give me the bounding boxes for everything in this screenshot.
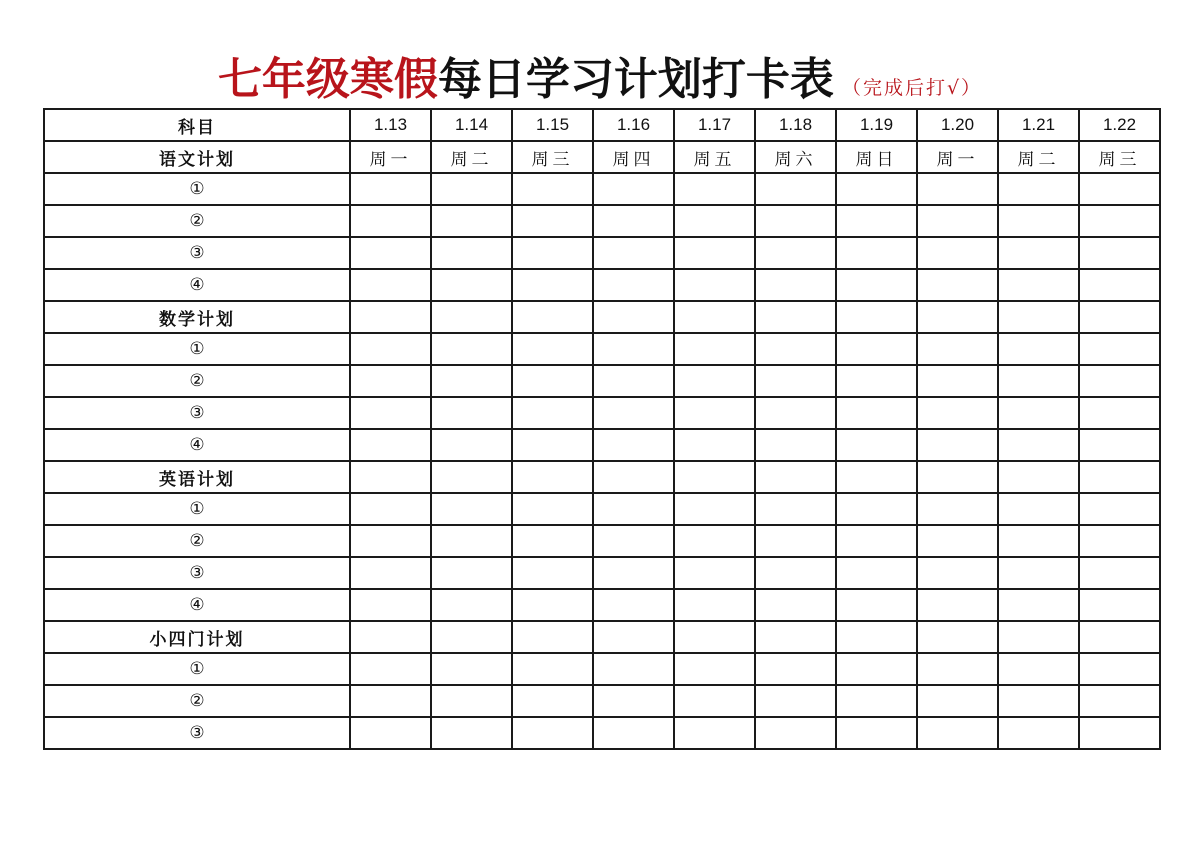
checkin-cell[interactable]: [998, 365, 1079, 397]
checkin-cell[interactable]: [998, 493, 1079, 525]
checkin-cell[interactable]: [755, 525, 836, 557]
checkin-cell[interactable]: [674, 397, 755, 429]
table-row: [44, 493, 1160, 525]
checkin-cell[interactable]: [998, 461, 1079, 493]
title-black-part: 每日学习计划打卡表: [437, 54, 834, 105]
checkin-cell[interactable]: [755, 429, 836, 461]
checkin-cell[interactable]: [836, 653, 917, 685]
checkin-cell[interactable]: [350, 461, 431, 493]
checkin-cell[interactable]: [674, 365, 755, 397]
checkin-cell[interactable]: [1079, 589, 1160, 621]
checkin-cell[interactable]: [512, 589, 593, 621]
checkin-cell[interactable]: [593, 205, 674, 237]
checkin-cell[interactable]: [917, 429, 998, 461]
checkin-cell[interactable]: [431, 237, 512, 269]
table-row: [44, 685, 1160, 717]
checkin-cell[interactable]: [431, 685, 512, 717]
checkin-cell[interactable]: [674, 621, 755, 653]
checkin-cell[interactable]: [431, 557, 512, 589]
checkin-cell[interactable]: [431, 397, 512, 429]
plan-item-label[interactable]: ①: [44, 653, 350, 685]
plan-item-label[interactable]: ③: [44, 717, 350, 749]
checkin-cell[interactable]: [1079, 237, 1160, 269]
plan-item-label[interactable]: ②: [44, 365, 350, 397]
checkin-cell[interactable]: [512, 205, 593, 237]
checkin-cell[interactable]: [917, 493, 998, 525]
checkin-cell[interactable]: [836, 461, 917, 493]
checkin-table: [43, 108, 1161, 750]
checkin-cell[interactable]: [350, 717, 431, 749]
date-cell: 1.18: [755, 109, 836, 141]
checkin-cell[interactable]: [755, 557, 836, 589]
checkin-cell[interactable]: [836, 557, 917, 589]
checkin-cell[interactable]: [593, 717, 674, 749]
checkin-cell[interactable]: [1079, 493, 1160, 525]
checkin-cell[interactable]: [917, 333, 998, 365]
checkin-cell[interactable]: [350, 397, 431, 429]
table-row: [44, 717, 1160, 749]
checkin-cell[interactable]: [836, 493, 917, 525]
checkin-cell[interactable]: [917, 237, 998, 269]
checkin-cell[interactable]: [512, 685, 593, 717]
checkin-cell[interactable]: [431, 493, 512, 525]
checkin-cell[interactable]: [350, 365, 431, 397]
plan-item-label[interactable]: ①: [44, 333, 350, 365]
date-cell: 1.15: [512, 109, 593, 141]
checkin-cell[interactable]: [836, 237, 917, 269]
weekday-cell: 周三: [1079, 141, 1160, 173]
checkin-cell[interactable]: [512, 525, 593, 557]
checkin-cell[interactable]: [998, 685, 1079, 717]
checkin-cell[interactable]: [350, 589, 431, 621]
table-row: [44, 525, 1160, 557]
checkin-cell[interactable]: [431, 589, 512, 621]
checkin-cell[interactable]: [998, 301, 1079, 333]
checkin-cell[interactable]: [431, 173, 512, 205]
checkin-cell[interactable]: [1079, 429, 1160, 461]
checkin-cell[interactable]: [998, 589, 1079, 621]
checkin-cell[interactable]: [431, 205, 512, 237]
checkin-cell[interactable]: [1079, 525, 1160, 557]
checkin-cell[interactable]: [1079, 205, 1160, 237]
checkin-cell[interactable]: [836, 269, 917, 301]
weekday-header-row: [44, 141, 1160, 173]
checkin-cell[interactable]: [350, 205, 431, 237]
section-title: 小四门计划: [44, 621, 350, 653]
checkin-cell[interactable]: [350, 653, 431, 685]
checkin-cell[interactable]: [593, 653, 674, 685]
checkin-cell[interactable]: [1079, 173, 1160, 205]
checkin-cell[interactable]: [998, 717, 1079, 749]
checkin-cell[interactable]: [593, 365, 674, 397]
plan-item-label[interactable]: ①: [44, 173, 350, 205]
checkin-cell[interactable]: [998, 333, 1079, 365]
plan-item-label[interactable]: ③: [44, 397, 350, 429]
checkin-cell[interactable]: [512, 173, 593, 205]
checkin-cell[interactable]: [917, 557, 998, 589]
checkin-cell[interactable]: [512, 237, 593, 269]
checkin-cell[interactable]: [350, 173, 431, 205]
checkin-cell[interactable]: [512, 429, 593, 461]
checkin-cell[interactable]: [674, 685, 755, 717]
checkin-cell[interactable]: [836, 333, 917, 365]
table-row: [44, 173, 1160, 205]
checkin-cell[interactable]: [350, 301, 431, 333]
checkin-cell[interactable]: [1079, 461, 1160, 493]
weekday-cell: 周二: [431, 141, 512, 173]
checkin-cell[interactable]: [998, 621, 1079, 653]
checkin-cell[interactable]: [755, 301, 836, 333]
checkin-cell[interactable]: [1079, 397, 1160, 429]
section-title: 英语计划: [44, 461, 350, 493]
weekday-cell: 周五: [674, 141, 755, 173]
checkin-cell[interactable]: [917, 173, 998, 205]
checkin-cell[interactable]: [350, 237, 431, 269]
plan-item-label[interactable]: ③: [44, 557, 350, 589]
weekday-cell: 周日: [836, 141, 917, 173]
table-row: [44, 205, 1160, 237]
checkin-cell[interactable]: [593, 333, 674, 365]
checkin-cell[interactable]: [674, 493, 755, 525]
plan-item-label[interactable]: ①: [44, 493, 350, 525]
checkin-cell[interactable]: [512, 621, 593, 653]
checkin-cell[interactable]: [674, 205, 755, 237]
date-cell: 1.20: [917, 109, 998, 141]
checkin-cell[interactable]: [512, 717, 593, 749]
checkin-cell[interactable]: [917, 685, 998, 717]
date-cell: 1.17: [674, 109, 755, 141]
checkin-cell[interactable]: [512, 397, 593, 429]
weekday-cell: 周四: [593, 141, 674, 173]
weekday-cell: 周六: [755, 141, 836, 173]
checkin-cell[interactable]: [593, 461, 674, 493]
checkin-cell[interactable]: [755, 333, 836, 365]
checkin-cell[interactable]: [755, 173, 836, 205]
checkin-cell[interactable]: [755, 621, 836, 653]
title-red-part: 七年级寒假: [217, 54, 438, 105]
table-row: [44, 653, 1160, 685]
checkin-cell[interactable]: [998, 429, 1079, 461]
checkin-cell[interactable]: [755, 237, 836, 269]
weekday-cell: 周一: [350, 141, 431, 173]
checkin-cell[interactable]: [998, 237, 1079, 269]
checkin-cell[interactable]: [350, 493, 431, 525]
checkin-cell[interactable]: [917, 653, 998, 685]
checkin-cell[interactable]: [350, 685, 431, 717]
checkin-cell[interactable]: [917, 525, 998, 557]
checkin-cell[interactable]: [512, 269, 593, 301]
checkin-cell[interactable]: [674, 525, 755, 557]
date-cell: 1.16: [593, 109, 674, 141]
checkin-cell[interactable]: [512, 365, 593, 397]
checkin-cell[interactable]: [836, 365, 917, 397]
checkin-cell[interactable]: [431, 429, 512, 461]
checkin-cell[interactable]: [1079, 717, 1160, 749]
checkin-cell[interactable]: [593, 685, 674, 717]
table-row: [44, 365, 1160, 397]
checkin-cell[interactable]: [350, 557, 431, 589]
checkin-cell[interactable]: [512, 461, 593, 493]
checkin-cell[interactable]: [917, 717, 998, 749]
checkin-cell[interactable]: [431, 653, 512, 685]
weekday-cell: 周一: [917, 141, 998, 173]
checkin-cell[interactable]: [593, 429, 674, 461]
checkin-cell[interactable]: [998, 397, 1079, 429]
checkin-cell[interactable]: [350, 269, 431, 301]
table-row: [44, 237, 1160, 269]
checkin-cell[interactable]: [998, 525, 1079, 557]
table-row: [44, 557, 1160, 589]
page-title: [0, 52, 1200, 108]
checkin-cell[interactable]: [593, 301, 674, 333]
plan-item-label[interactable]: ②: [44, 525, 350, 557]
plan-item-label[interactable]: ②: [44, 685, 350, 717]
checkin-cell[interactable]: [593, 525, 674, 557]
checkin-cell[interactable]: [431, 461, 512, 493]
checkin-cell[interactable]: [755, 653, 836, 685]
checkin-cell[interactable]: [755, 205, 836, 237]
checkin-cell[interactable]: [674, 461, 755, 493]
checkin-cell[interactable]: [431, 301, 512, 333]
table-row: [44, 397, 1160, 429]
table-row: [44, 333, 1160, 365]
checkin-cell[interactable]: [512, 557, 593, 589]
checkin-cell[interactable]: [917, 269, 998, 301]
checkin-cell[interactable]: [755, 685, 836, 717]
checkin-cell[interactable]: [674, 301, 755, 333]
checkin-cell[interactable]: [350, 333, 431, 365]
table-row: [44, 429, 1160, 461]
checkin-cell[interactable]: [350, 429, 431, 461]
checkin-cell[interactable]: [431, 365, 512, 397]
checkin-cell[interactable]: [674, 269, 755, 301]
checkin-cell[interactable]: [593, 493, 674, 525]
checkin-cell[interactable]: [674, 173, 755, 205]
checkin-cell[interactable]: [1079, 621, 1160, 653]
checkin-cell[interactable]: [836, 397, 917, 429]
checkin-cell[interactable]: [674, 653, 755, 685]
checkin-cell[interactable]: [917, 365, 998, 397]
checkin-cell[interactable]: [998, 653, 1079, 685]
checkin-cell[interactable]: [917, 621, 998, 653]
checkin-cell[interactable]: [836, 717, 917, 749]
checkin-cell[interactable]: [836, 621, 917, 653]
date-cell: 1.13: [350, 109, 431, 141]
checkin-cell[interactable]: [755, 493, 836, 525]
checkin-cell[interactable]: [593, 173, 674, 205]
checkin-cell[interactable]: [917, 397, 998, 429]
checkin-cell[interactable]: [431, 621, 512, 653]
checkin-cell[interactable]: [1079, 269, 1160, 301]
section-title-row: [44, 621, 1160, 653]
checkin-cell[interactable]: [431, 269, 512, 301]
weekday-cell: 周三: [512, 141, 593, 173]
checkin-cell[interactable]: [512, 493, 593, 525]
checkin-cell[interactable]: [998, 173, 1079, 205]
checkin-cell[interactable]: [674, 429, 755, 461]
plan-item-label[interactable]: ④: [44, 589, 350, 621]
checkin-cell[interactable]: [593, 237, 674, 269]
checkin-cell[interactable]: [836, 685, 917, 717]
checkin-cell[interactable]: [998, 269, 1079, 301]
checkin-cell[interactable]: [674, 557, 755, 589]
checkin-cell[interactable]: [593, 589, 674, 621]
section-title-row: [44, 301, 1160, 333]
date-cell: 1.21: [998, 109, 1079, 141]
plan-item-label[interactable]: ③: [44, 237, 350, 269]
checkin-cell[interactable]: [755, 365, 836, 397]
checkin-cell[interactable]: [1079, 653, 1160, 685]
checkin-cell[interactable]: [836, 173, 917, 205]
checkin-cell[interactable]: [1079, 301, 1160, 333]
checkin-cell[interactable]: [431, 525, 512, 557]
checkin-cell[interactable]: [431, 333, 512, 365]
checkin-cell[interactable]: [836, 589, 917, 621]
checkin-cell[interactable]: [593, 269, 674, 301]
table-body: [44, 109, 1160, 749]
checkin-cell[interactable]: [350, 621, 431, 653]
checkin-cell[interactable]: [593, 621, 674, 653]
checkin-cell[interactable]: [917, 301, 998, 333]
checkin-cell[interactable]: [512, 653, 593, 685]
checkin-cell[interactable]: [350, 525, 431, 557]
checkin-cell[interactable]: [593, 397, 674, 429]
checkin-cell[interactable]: [836, 301, 917, 333]
checkin-cell[interactable]: [674, 333, 755, 365]
date-cell: 1.19: [836, 109, 917, 141]
date-cell: 1.22: [1079, 109, 1160, 141]
checkin-cell[interactable]: [674, 237, 755, 269]
subject-label: 科目: [44, 109, 350, 141]
checkin-cell[interactable]: [755, 589, 836, 621]
checkin-cell[interactable]: [593, 557, 674, 589]
section-title: 数学计划: [44, 301, 350, 333]
checkin-cell[interactable]: [512, 301, 593, 333]
checkin-cell[interactable]: [998, 557, 1079, 589]
checkin-cell[interactable]: [431, 717, 512, 749]
plan-item-label[interactable]: ④: [44, 269, 350, 301]
checkin-cell[interactable]: [674, 717, 755, 749]
checkin-cell[interactable]: [755, 269, 836, 301]
checkin-cell[interactable]: [755, 461, 836, 493]
section-title-row: [44, 461, 1160, 493]
table-row: [44, 269, 1160, 301]
checkin-cell[interactable]: [1079, 365, 1160, 397]
weekday-cell: 周二: [998, 141, 1079, 173]
plan-item-label[interactable]: ②: [44, 205, 350, 237]
checkin-cell[interactable]: [674, 589, 755, 621]
checkin-cell[interactable]: [917, 461, 998, 493]
section-title: 语文计划: [44, 141, 350, 173]
checkin-cell[interactable]: [512, 333, 593, 365]
plan-item-label[interactable]: ④: [44, 429, 350, 461]
checkin-cell[interactable]: [1079, 685, 1160, 717]
checkin-cell[interactable]: [917, 589, 998, 621]
title-note: （完成后打√）: [841, 77, 983, 99]
date-header-row: [44, 109, 1160, 141]
checkin-cell[interactable]: [1079, 333, 1160, 365]
checkin-cell[interactable]: [998, 205, 1079, 237]
checkin-cell[interactable]: [1079, 557, 1160, 589]
date-cell: 1.14: [431, 109, 512, 141]
checkin-cell[interactable]: [836, 205, 917, 237]
checkin-cell[interactable]: [755, 717, 836, 749]
checkin-cell[interactable]: [836, 525, 917, 557]
checkin-cell[interactable]: [917, 205, 998, 237]
checkin-cell[interactable]: [755, 397, 836, 429]
table-row: [44, 589, 1160, 621]
checkin-cell[interactable]: [836, 429, 917, 461]
